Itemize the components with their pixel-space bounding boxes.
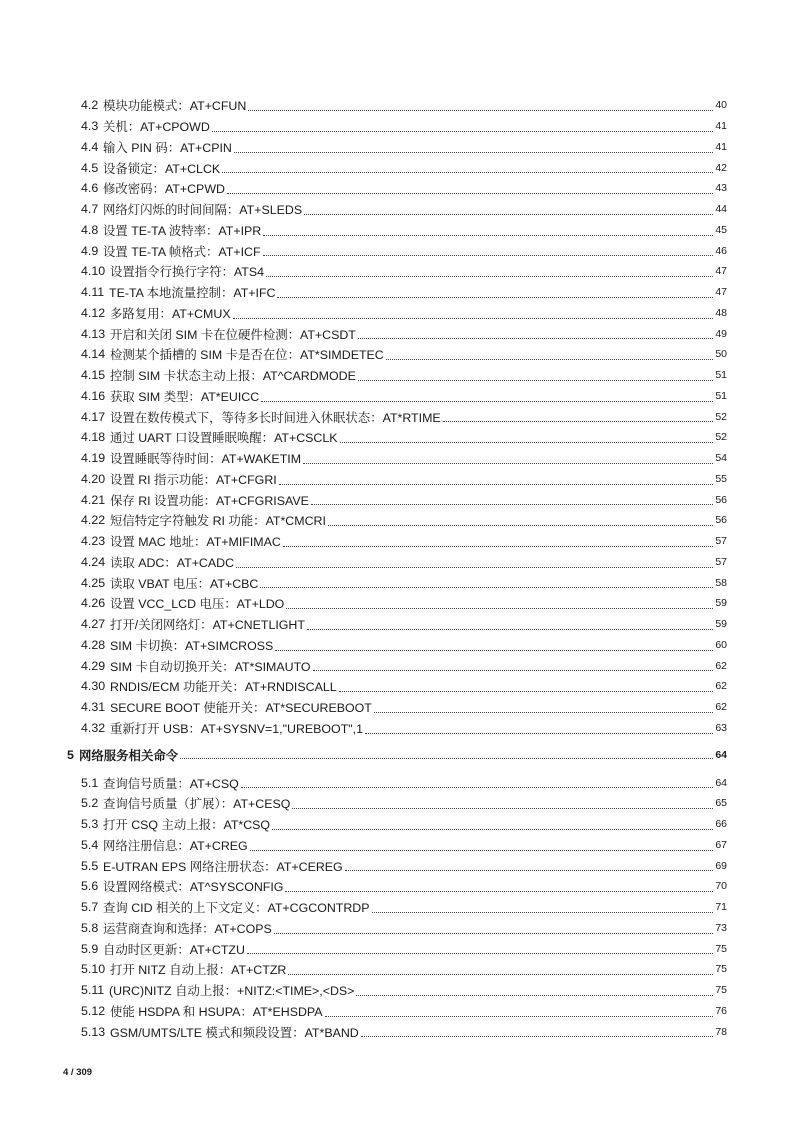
dot-leader xyxy=(288,973,713,975)
toc-entry-title: 网络灯闪烁的时间间隔：AT+SLEDS xyxy=(103,203,303,218)
dot-leader xyxy=(374,711,713,713)
toc-entry-title: 网络服务相关命令 xyxy=(79,749,179,764)
toc-entry-number: 4.31 xyxy=(81,700,106,715)
toc-entry[interactable] xyxy=(0,980,793,1001)
toc-entry-title: 模块功能模式：AT+CFUN xyxy=(103,99,247,114)
toc-entry-number: 5 xyxy=(67,748,74,763)
toc-entry-title: 设置在数传模式下，等待多长时间进入休眠状态：AT*RTIME xyxy=(110,410,441,425)
toc-entry-page: 67 xyxy=(715,838,727,851)
toc-entry-page: 64 xyxy=(715,749,727,762)
toc-entry[interactable] xyxy=(0,448,793,469)
dot-leader xyxy=(361,1035,713,1037)
toc-entry-number: 5.6 xyxy=(81,879,99,894)
toc-entry-title: 检测某个插槽的 SIM 卡是否在位：AT*SIMDETEC xyxy=(110,348,384,363)
toc-entry[interactable] xyxy=(0,635,793,656)
toc-entry-number: 5.12 xyxy=(81,1003,106,1018)
dot-leader xyxy=(285,890,713,892)
toc-chapter-entry[interactable] xyxy=(0,738,793,772)
toc-entry[interactable] xyxy=(0,489,793,510)
toc-entry-title: 读取 VBAT 电压：AT+CBC xyxy=(110,576,259,591)
toc-entry-page: 46 xyxy=(715,244,727,257)
toc-entry[interactable] xyxy=(0,1021,793,1042)
dot-leader xyxy=(365,732,713,734)
dot-leader xyxy=(250,849,713,851)
toc-entry-number: 4.13 xyxy=(81,326,106,341)
toc-entry[interactable] xyxy=(0,199,793,220)
toc-entry-title: 查询信号质量（扩展）：AT+CESQ xyxy=(103,797,291,812)
toc-entry[interactable] xyxy=(0,386,793,407)
toc-entry-number: 4.15 xyxy=(81,368,106,383)
toc-entry-page: 47 xyxy=(715,286,727,299)
toc-entry-page: 63 xyxy=(715,721,727,734)
toc-entry-page: 60 xyxy=(715,638,727,651)
toc-entry[interactable] xyxy=(0,282,793,303)
toc-entry[interactable] xyxy=(0,959,793,980)
toc-entry-number: 4.22 xyxy=(81,513,106,528)
toc-entry-title: TE-TA 本地流量控制：AT+IFC xyxy=(109,286,276,301)
toc-entry-page: 64 xyxy=(715,776,727,789)
dot-leader xyxy=(304,213,713,215)
toc-entry[interactable] xyxy=(0,938,793,959)
toc-entry-title: 使能 HSDPA 和 HSUPA：AT*EHSDPA xyxy=(110,1004,323,1019)
toc-entry[interactable] xyxy=(0,510,793,531)
toc-entry-title: 设置网络模式：AT^SYSCONFIG xyxy=(103,880,284,895)
toc-entry[interactable] xyxy=(0,593,793,614)
toc-entry-number: 4.24 xyxy=(81,554,106,569)
toc-entry-page: 66 xyxy=(715,818,727,831)
toc-entry-title: RNDIS/ECM 功能开关：AT+RNDISCALL xyxy=(110,680,337,695)
toc-entry[interactable] xyxy=(0,406,793,427)
toc-entry-page: 71 xyxy=(715,901,727,914)
dot-leader xyxy=(266,275,713,277)
toc-entry-number: 4.2 xyxy=(81,98,99,113)
dot-leader xyxy=(180,757,713,759)
dot-leader xyxy=(279,483,713,485)
toc-entry[interactable] xyxy=(0,1001,793,1022)
toc-entry-number: 4.10 xyxy=(81,264,106,279)
toc-entry[interactable] xyxy=(0,116,793,137)
toc-entry-page: 41 xyxy=(715,120,727,133)
toc-entry-page: 48 xyxy=(715,306,727,319)
toc-entry-title: 查询 CID 相关的上下文定义：AT+CGCONTRDP xyxy=(103,901,370,916)
toc-entry-page: 41 xyxy=(715,140,727,153)
toc-entry[interactable] xyxy=(0,814,793,835)
toc-entry-title: 输入 PIN 码：AT+CPIN xyxy=(103,140,232,155)
toc-entry-title: 设置睡眠等待时间：AT+WAKETIM xyxy=(110,452,302,467)
toc-entry[interactable] xyxy=(0,157,793,178)
toc-entry-number: 5.9 xyxy=(81,941,99,956)
toc-entry-number: 4.18 xyxy=(81,430,106,445)
dot-leader xyxy=(340,441,713,443)
toc-entry[interactable] xyxy=(0,676,793,697)
toc-entry-page: 49 xyxy=(715,327,727,340)
dot-leader xyxy=(248,109,713,111)
dot-leader xyxy=(233,317,713,319)
toc-entry-title: 打开 CSQ 主动上报：AT*CSQ xyxy=(103,818,271,833)
toc-entry-page: 43 xyxy=(715,182,727,195)
toc-entry-title: 重新打开 USB：AT+SYSNV=1,"UREBOOT",1 xyxy=(110,721,363,736)
dot-leader xyxy=(328,524,713,526)
toc-entry-number: 5.5 xyxy=(81,858,99,873)
toc-entry[interactable] xyxy=(0,793,793,814)
dot-leader xyxy=(386,358,713,360)
toc-entry-number: 5.4 xyxy=(81,837,99,852)
toc-entry-number: 4.27 xyxy=(81,617,106,632)
toc-entry-number: 4.20 xyxy=(81,471,106,486)
toc-entry-number: 4.26 xyxy=(81,596,106,611)
toc-entry[interactable] xyxy=(0,323,793,344)
dot-leader xyxy=(358,337,713,339)
toc-entry-page: 78 xyxy=(715,1025,727,1038)
toc-entry-title: 设备锁定：AT+CLCK xyxy=(103,161,221,176)
toc-entry[interactable] xyxy=(0,469,793,490)
toc-entry[interactable] xyxy=(0,835,793,856)
toc-entry[interactable] xyxy=(0,344,793,365)
toc-entry-page: 45 xyxy=(715,223,727,236)
dot-leader xyxy=(212,130,713,132)
toc-entry-page: 51 xyxy=(715,369,727,382)
toc-entry-page: 52 xyxy=(715,431,727,444)
toc-entry[interactable] xyxy=(0,876,793,897)
dot-leader xyxy=(241,786,713,788)
dot-leader xyxy=(261,400,713,402)
dot-leader xyxy=(272,828,713,830)
toc-entry-number: 4.7 xyxy=(81,202,99,217)
toc-entry-number: 5.3 xyxy=(81,817,99,832)
toc-entry-number: 5.2 xyxy=(81,796,99,811)
dot-leader xyxy=(443,420,713,422)
toc-entry-number: 5.11 xyxy=(81,983,105,998)
dot-leader xyxy=(263,234,713,236)
toc-entry-number: 4.25 xyxy=(81,575,106,590)
dot-leader xyxy=(372,911,713,913)
toc-entry[interactable] xyxy=(0,261,793,282)
dot-leader xyxy=(345,869,713,871)
toc-entry-number: 5.8 xyxy=(81,920,99,935)
dot-leader xyxy=(227,192,713,194)
dot-leader xyxy=(292,807,713,809)
toc-entry-number: 5.7 xyxy=(81,900,99,915)
toc-entry-page: 75 xyxy=(715,942,727,955)
toc-entry-title: 自动时区更新：AT+CTZU xyxy=(103,942,245,957)
toc-entry[interactable] xyxy=(0,772,793,793)
toc-entry-page: 47 xyxy=(715,265,727,278)
toc-entry-title: SIM 卡切换：AT+SIMCROSS xyxy=(110,638,274,653)
toc-entry-page: 44 xyxy=(715,203,727,216)
toc-entry[interactable] xyxy=(0,552,793,573)
toc-entry-page: 57 xyxy=(715,535,727,548)
toc-entry-page: 55 xyxy=(715,472,727,485)
dot-leader xyxy=(236,566,713,568)
toc-entry-page: 62 xyxy=(715,659,727,672)
toc-entry-title: 网络注册信息：AT+CREG xyxy=(103,838,248,853)
toc-entry[interactable] xyxy=(0,178,793,199)
dot-leader xyxy=(275,649,713,651)
toc-entry-number: 4.29 xyxy=(81,658,106,673)
toc-entry-number: 5.1 xyxy=(81,775,99,790)
toc-entry[interactable] xyxy=(0,918,793,939)
toc-entry-number: 4.9 xyxy=(81,243,99,258)
toc-entry-page: 54 xyxy=(715,452,727,465)
toc-entry-page: 58 xyxy=(715,576,727,589)
toc-entry-page: 70 xyxy=(715,880,727,893)
toc-entry-number: 4.4 xyxy=(81,139,99,154)
toc-entry-number: 4.28 xyxy=(81,637,106,652)
toc-entry[interactable] xyxy=(0,365,793,386)
toc-entry-title: 设置 MAC 地址：AT+MIFIMAC xyxy=(110,535,281,550)
toc-entry-title: 设置 VCC_LCD 电压：AT+LDO xyxy=(110,597,285,612)
dot-leader xyxy=(286,607,713,609)
dot-leader xyxy=(307,628,713,630)
toc-entry-title: 通过 UART 口设置睡眠唤醒：AT+CSCLK xyxy=(110,431,338,446)
toc-entry[interactable] xyxy=(0,303,793,324)
toc-entry[interactable] xyxy=(0,897,793,918)
dot-leader xyxy=(313,669,713,671)
toc-entry-number: 4.3 xyxy=(81,119,99,134)
toc-entry[interactable] xyxy=(0,855,793,876)
toc-entry-number: 4.14 xyxy=(81,347,106,362)
toc-entry-title: GSM/UMTS/LTE 模式和频段设置：AT*BAND xyxy=(110,1025,359,1040)
dot-leader xyxy=(356,994,713,996)
toc-entry-title: 打开/关闭网络灯：AT+CNETLIGHT xyxy=(110,618,305,633)
toc-entry[interactable] xyxy=(0,137,793,158)
toc-entry-page: 56 xyxy=(715,514,727,527)
dot-leader xyxy=(247,952,713,954)
toc-entry-page: 40 xyxy=(715,99,727,112)
toc-entry-title: 开启和关闭 SIM 卡在位硬件检测：AT+CSDT xyxy=(110,327,356,342)
toc-entry-number: 5.13 xyxy=(81,1024,106,1039)
toc-entry-page: 50 xyxy=(715,348,727,361)
toc-entry-page: 62 xyxy=(715,701,727,714)
dot-leader xyxy=(358,379,713,381)
toc-entry-title: SIM 卡自动切换开关：AT*SIMAUTO xyxy=(110,659,311,674)
toc-entry-page: 52 xyxy=(715,410,727,423)
dot-leader xyxy=(283,545,713,547)
toc-entry-title: 设置 RI 指示功能：AT+CFGRI xyxy=(110,472,277,487)
toc-entry-number: 4.19 xyxy=(81,451,106,466)
dot-leader xyxy=(325,1015,713,1017)
toc-entry-page: 62 xyxy=(715,680,727,693)
toc-entry-page: 56 xyxy=(715,493,727,506)
toc-entry[interactable] xyxy=(0,572,793,593)
toc-entry[interactable] xyxy=(0,718,793,739)
toc-entry-page: 65 xyxy=(715,797,727,810)
toc-entry-title: 设置 TE-TA 波特率：AT+IPR xyxy=(103,223,262,238)
toc-entry-page: 42 xyxy=(715,161,727,174)
toc-entry-page: 75 xyxy=(715,984,727,997)
toc-entry-title: SECURE BOOT 使能开关：AT*SECUREBOOT xyxy=(110,701,372,716)
toc-entry-number: 4.30 xyxy=(81,679,106,694)
toc-entry-title: 打开 NITZ 自动上报：AT+CTZR xyxy=(110,963,287,978)
toc-entry-title: 运营商查询和选择：AT+COPS xyxy=(103,921,272,936)
toc-entry-page: 76 xyxy=(715,1004,727,1017)
toc-entry[interactable] xyxy=(0,655,793,676)
toc-entry-title: 短信特定字符触发 RI 功能：AT*CMCRI xyxy=(110,514,326,529)
toc-entry[interactable] xyxy=(0,95,793,116)
dot-leader xyxy=(263,254,713,256)
toc-entry-page: 75 xyxy=(715,963,727,976)
toc-entry-page: 69 xyxy=(715,859,727,872)
dot-leader xyxy=(234,151,713,153)
toc-entry-page: 59 xyxy=(715,597,727,610)
toc-entry-title: 修改密码：AT+CPWD xyxy=(103,182,225,197)
toc-entry-title: 读取 ADC：AT+CADC xyxy=(110,555,235,570)
toc-entry-number: 4.8 xyxy=(81,222,99,237)
toc-entry-number: 4.32 xyxy=(81,720,106,735)
toc-entry-title: 设置 TE-TA 帧格式：AT+ICF xyxy=(103,244,261,259)
toc-entry-number: 4.21 xyxy=(81,492,106,507)
toc-entry-number: 4.23 xyxy=(81,534,106,549)
toc-entry[interactable] xyxy=(0,697,793,718)
dot-leader xyxy=(339,690,713,692)
toc-entry-title: 控制 SIM 卡状态主动上报：AT^CARDMODE xyxy=(110,369,356,384)
toc-entry[interactable] xyxy=(0,531,793,552)
table-of-contents xyxy=(0,95,793,1042)
toc-entry-title: (URC)NITZ 自动上报：+NITZ:<TIME>,<DS> xyxy=(109,984,355,999)
toc-entry-title: 多路复用：AT+CMUX xyxy=(110,306,231,321)
toc-entry-number: 4.11 xyxy=(81,285,105,300)
toc-entry-number: 5.10 xyxy=(81,962,106,977)
dot-leader xyxy=(274,932,713,934)
toc-entry-number: 4.12 xyxy=(81,305,106,320)
toc-entry-title: E-UTRAN EPS 网络注册状态：AT+CEREG xyxy=(103,859,343,874)
page-number-footer: 4 / 309 xyxy=(63,1067,93,1078)
toc-entry-number: 4.17 xyxy=(81,409,106,424)
toc-entry[interactable] xyxy=(0,427,793,448)
toc-entry-title: 查询信号质量：AT+CSQ xyxy=(103,776,239,791)
dot-leader xyxy=(303,462,713,464)
toc-entry[interactable] xyxy=(0,220,793,241)
toc-entry-number: 4.16 xyxy=(81,388,106,403)
toc-entry-page: 59 xyxy=(715,618,727,631)
toc-entry-number: 4.6 xyxy=(81,181,99,196)
toc-entry[interactable] xyxy=(0,614,793,635)
dot-leader xyxy=(222,171,713,173)
toc-entry-number: 4.5 xyxy=(81,160,99,175)
toc-entry-title: 保存 RI 设置功能：AT+CFGRISAVE xyxy=(110,493,309,508)
dot-leader xyxy=(311,503,713,505)
toc-entry-page: 73 xyxy=(715,921,727,934)
toc-entry-title: 设置指令行换行字符：ATS4 xyxy=(110,265,264,280)
dot-leader xyxy=(277,296,713,298)
toc-entry-page: 57 xyxy=(715,555,727,568)
toc-entry-page: 51 xyxy=(715,389,727,402)
toc-entry-title: 关机：AT+CPOWD xyxy=(103,120,210,135)
toc-entry[interactable] xyxy=(0,240,793,261)
toc-entry-title: 获取 SIM 类型：AT*EUICC xyxy=(110,389,260,404)
dot-leader xyxy=(260,586,713,588)
